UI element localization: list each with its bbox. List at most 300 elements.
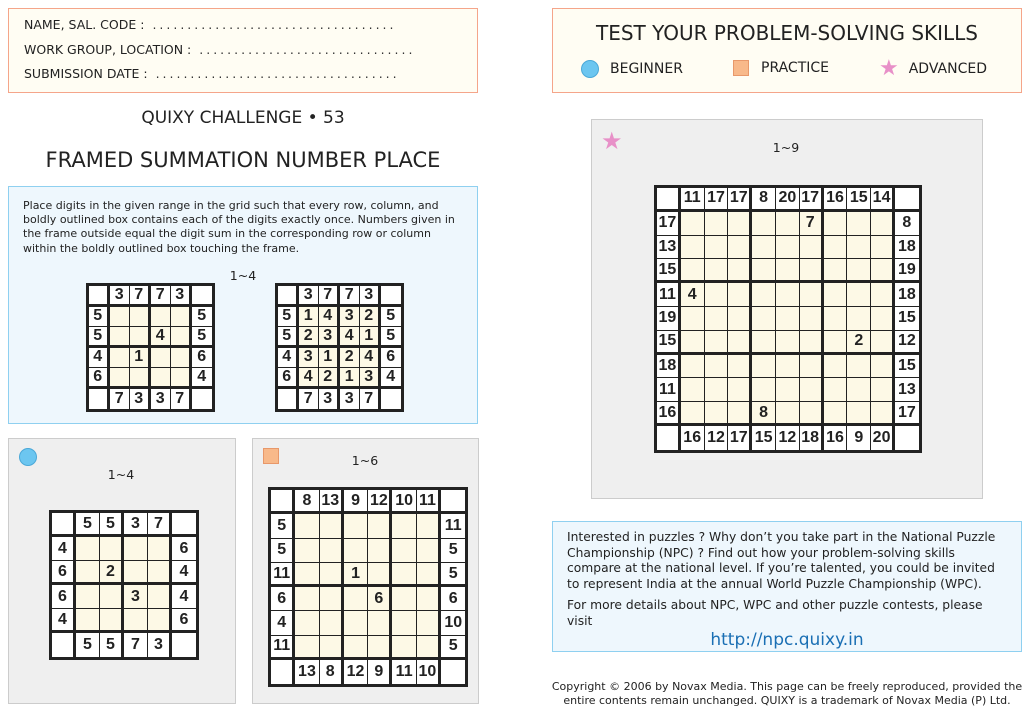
bottom-clue: 9 — [368, 660, 392, 684]
grid-cell[interactable] — [392, 514, 416, 538]
circle-icon — [19, 448, 37, 466]
top-clue: 20 — [776, 188, 800, 212]
grid-cell[interactable] — [705, 236, 729, 260]
given-digit: 1 — [340, 368, 361, 389]
grid-cell[interactable] — [110, 348, 131, 369]
grid-cell[interactable] — [752, 212, 776, 236]
top-clue: 3 — [124, 513, 148, 537]
grid-cell[interactable] — [752, 236, 776, 260]
grid-cell[interactable] — [368, 514, 392, 538]
grid-cell[interactable] — [151, 348, 172, 369]
given-digit: 2 — [340, 348, 361, 369]
top-clue: 5 — [100, 513, 124, 537]
advanced-label: ADVANCED — [908, 61, 987, 77]
right-clue: 4 — [381, 368, 402, 389]
bottom-clue: 11 — [392, 660, 416, 684]
grid-cell[interactable] — [344, 514, 368, 538]
bottom-clue: 3 — [148, 633, 172, 657]
practice-label: PRACTICE — [761, 60, 830, 76]
grid-cell[interactable] — [776, 212, 800, 236]
grid-cell[interactable] — [728, 402, 752, 426]
left-clue: 18 — [657, 355, 681, 379]
given-digit: 4 — [299, 368, 320, 389]
corner-cell — [192, 389, 213, 410]
grid-cell[interactable] — [681, 307, 705, 331]
grid-cell[interactable] — [151, 368, 172, 389]
grid-cell[interactable] — [705, 307, 729, 331]
grid-cell[interactable] — [800, 283, 824, 307]
given-digit: 1 — [360, 327, 381, 348]
given-digit: 2 — [100, 561, 124, 585]
grid-cell[interactable] — [295, 611, 319, 635]
grid-cell[interactable] — [728, 378, 752, 402]
top-clue: 14 — [871, 188, 895, 212]
grid-cell[interactable] — [417, 514, 441, 538]
grid-cell[interactable] — [776, 378, 800, 402]
grid-cell[interactable] — [130, 327, 151, 348]
submission-form — [8, 8, 478, 93]
left-clue: 4 — [52, 609, 76, 633]
top-clue: 7 — [148, 513, 172, 537]
grid-cell[interactable] — [824, 307, 848, 331]
left-clue: 11 — [271, 563, 295, 587]
grid-cell[interactable] — [171, 348, 192, 369]
grid-cell[interactable] — [392, 563, 416, 587]
given-digit: 3 — [360, 368, 381, 389]
grid-cell[interactable] — [681, 259, 705, 283]
grid-cell[interactable] — [824, 236, 848, 260]
corner-cell — [172, 513, 196, 537]
given-digit: 8 — [752, 402, 776, 426]
grid-cell[interactable] — [417, 539, 441, 563]
grid-cell[interactable] — [871, 378, 895, 402]
grid-cell[interactable] — [752, 378, 776, 402]
star-icon: ★ — [879, 56, 899, 81]
bottom-clue: 7 — [360, 389, 381, 410]
right-clue: 12 — [895, 331, 919, 355]
corner-cell — [271, 660, 295, 684]
copyright — [548, 680, 1026, 708]
bottom-clue: 8 — [320, 660, 344, 684]
left-clue: 19 — [657, 307, 681, 331]
grid-cell[interactable] — [705, 355, 729, 379]
right-clue: 6 — [172, 537, 196, 561]
grid-cell[interactable] — [681, 402, 705, 426]
grid-cell[interactable] — [368, 563, 392, 587]
grid-cell[interactable] — [800, 355, 824, 379]
grid-cell[interactable] — [320, 563, 344, 587]
grid-cell[interactable] — [776, 331, 800, 355]
grid-cell[interactable] — [392, 636, 416, 660]
given-digit: 7 — [800, 212, 824, 236]
grid-cell[interactable] — [847, 212, 871, 236]
corner-cell — [441, 660, 465, 684]
grid-cell[interactable] — [705, 259, 729, 283]
grid-cell[interactable] — [871, 259, 895, 283]
grid-cell[interactable] — [847, 355, 871, 379]
right-clue: 5 — [381, 307, 402, 328]
right-clue: 13 — [895, 378, 919, 402]
bottom-clue: 5 — [100, 633, 124, 657]
top-clue: 3 — [110, 286, 131, 307]
grid-cell[interactable] — [705, 378, 729, 402]
advanced-grid — [654, 185, 922, 453]
bottom-clue: 3 — [151, 389, 172, 410]
bottom-clue: 7 — [171, 389, 192, 410]
grid-cell[interactable] — [871, 307, 895, 331]
corner-cell — [895, 188, 919, 212]
bottom-clue: 7 — [299, 389, 320, 410]
bottom-clue: 3 — [319, 389, 340, 410]
given-digit: 4 — [681, 283, 705, 307]
grid-cell[interactable] — [417, 611, 441, 635]
left-clue: 6 — [52, 585, 76, 609]
grid-cell[interactable] — [847, 283, 871, 307]
info-box — [552, 521, 1022, 652]
bottom-clue: 15 — [752, 426, 776, 450]
grid-cell[interactable] — [824, 212, 848, 236]
grid-cell[interactable] — [100, 537, 124, 561]
corner-cell — [192, 286, 213, 307]
name-label: NAME, SAL. CODE : — [24, 17, 145, 32]
grid-cell[interactable] — [295, 587, 319, 611]
bottom-clue: 7 — [110, 389, 131, 410]
grid-cell[interactable] — [344, 587, 368, 611]
right-clue: 6 — [441, 587, 465, 611]
work-field[interactable]: ............................... — [199, 41, 416, 57]
grid-cell[interactable] — [800, 402, 824, 426]
right-clue: 4 — [172, 585, 196, 609]
right-clue: 18 — [895, 236, 919, 260]
grid-cell[interactable] — [320, 636, 344, 660]
grid-cell[interactable] — [76, 537, 100, 561]
top-clue: 16 — [824, 188, 848, 212]
top-clue: 5 — [76, 513, 100, 537]
grid-cell[interactable] — [320, 587, 344, 611]
grid-cell[interactable] — [776, 259, 800, 283]
right-clue: 4 — [192, 368, 213, 389]
grid-cell[interactable] — [320, 539, 344, 563]
left-clue: 6 — [278, 368, 299, 389]
left-clue: 15 — [657, 331, 681, 355]
grid-cell[interactable] — [728, 355, 752, 379]
grid-cell[interactable] — [417, 636, 441, 660]
challenge-title: QUIXY CHALLENGE • 53 — [141, 108, 345, 128]
grid-cell[interactable] — [100, 609, 124, 633]
grid-cell[interactable] — [681, 212, 705, 236]
top-clue: 11 — [417, 490, 441, 514]
grid-cell[interactable] — [295, 563, 319, 587]
grid-cell[interactable] — [871, 355, 895, 379]
grid-cell[interactable] — [752, 283, 776, 307]
right-clue: 15 — [895, 307, 919, 331]
top-clue: 15 — [847, 188, 871, 212]
left-clue: 11 — [271, 636, 295, 660]
example-grid — [86, 283, 215, 412]
grid-cell[interactable] — [728, 307, 752, 331]
grid-cell[interactable] — [800, 259, 824, 283]
corner-cell — [278, 389, 299, 410]
grid-cell[interactable] — [148, 609, 172, 633]
top-clue: 7 — [319, 286, 340, 307]
top-clue: 17 — [728, 188, 752, 212]
left-clue: 5 — [278, 327, 299, 348]
grid-cell[interactable] — [824, 331, 848, 355]
top-clue: 9 — [344, 490, 368, 514]
grid-cell[interactable] — [110, 368, 131, 389]
left-clue: 4 — [52, 537, 76, 561]
left-clue: 4 — [278, 348, 299, 369]
bottom-clue: 16 — [824, 426, 848, 450]
grid-cell[interactable] — [752, 331, 776, 355]
grid-cell[interactable] — [800, 236, 824, 260]
right-clue: 6 — [192, 348, 213, 369]
left-clue: 5 — [89, 307, 110, 328]
grid-cell[interactable] — [824, 355, 848, 379]
left-clue: 5 — [278, 307, 299, 328]
grid-cell[interactable] — [776, 355, 800, 379]
given-digit: 2 — [299, 327, 320, 348]
corner-cell — [381, 286, 402, 307]
grid-cell[interactable] — [124, 537, 148, 561]
grid-cell[interactable] — [295, 539, 319, 563]
grid-cell[interactable] — [681, 378, 705, 402]
grid-cell[interactable] — [320, 514, 344, 538]
beginner-grid — [49, 510, 199, 660]
grid-cell[interactable] — [171, 368, 192, 389]
grid-cell[interactable] — [320, 611, 344, 635]
grid-cell[interactable] — [728, 331, 752, 355]
grid-cell[interactable] — [417, 563, 441, 587]
grid-cell[interactable] — [344, 636, 368, 660]
given-digit: 3 — [319, 327, 340, 348]
grid-cell[interactable] — [728, 259, 752, 283]
grid-cell[interactable] — [124, 561, 148, 585]
grid-cell[interactable] — [847, 402, 871, 426]
bottom-clue: 12 — [344, 660, 368, 684]
corner-cell — [52, 513, 76, 537]
grid-cell[interactable] — [681, 355, 705, 379]
name-field[interactable]: ................................... — [152, 17, 397, 32]
given-digit: 3 — [299, 348, 320, 369]
grid-cell[interactable] — [776, 402, 800, 426]
grid-cell[interactable] — [752, 307, 776, 331]
top-clue: 7 — [130, 286, 151, 307]
corner-cell — [657, 188, 681, 212]
grid-cell[interactable] — [76, 585, 100, 609]
date-field[interactable]: ................................... — [155, 66, 400, 81]
instructions-box — [8, 186, 478, 424]
grid-cell[interactable] — [171, 327, 192, 348]
grid-cell[interactable] — [800, 331, 824, 355]
grid-cell[interactable] — [847, 378, 871, 402]
grid-cell[interactable] — [110, 327, 131, 348]
grid-cell[interactable] — [705, 283, 729, 307]
right-clue: 5 — [381, 327, 402, 348]
right-clue: 11 — [441, 514, 465, 538]
top-clue: 8 — [295, 490, 319, 514]
bottom-clue: 20 — [871, 426, 895, 450]
grid-cell[interactable] — [148, 561, 172, 585]
top-clue: 17 — [705, 188, 729, 212]
bottom-clue: 16 — [681, 426, 705, 450]
grid-cell[interactable] — [728, 236, 752, 260]
top-clue: 3 — [299, 286, 320, 307]
bottom-clue: 12 — [776, 426, 800, 450]
grid-cell[interactable] — [847, 236, 871, 260]
right-clue: 8 — [895, 212, 919, 236]
right-clue: 6 — [172, 609, 196, 633]
corner-cell — [52, 633, 76, 657]
corner-cell — [89, 389, 110, 410]
grid-cell[interactable] — [824, 283, 848, 307]
grid-cell[interactable] — [728, 283, 752, 307]
grid-cell[interactable] — [871, 283, 895, 307]
grid-cell[interactable] — [705, 212, 729, 236]
grid-cell[interactable] — [368, 539, 392, 563]
given-digit: 1 — [299, 307, 320, 328]
left-clue: 4 — [271, 611, 295, 635]
given-digit: 4 — [151, 327, 172, 348]
given-digit: 2 — [319, 368, 340, 389]
work-label: WORK GROUP, LOCATION : — [24, 41, 192, 57]
left-clue: 16 — [657, 402, 681, 426]
right-clue: 19 — [895, 259, 919, 283]
given-digit: 3 — [340, 307, 361, 328]
grid-cell[interactable] — [344, 611, 368, 635]
left-clue: 5 — [271, 539, 295, 563]
corner-cell — [278, 286, 299, 307]
grid-cell[interactable] — [76, 609, 100, 633]
grid-cell[interactable] — [800, 378, 824, 402]
grid-cell[interactable] — [824, 402, 848, 426]
right-clue: 5 — [192, 327, 213, 348]
left-clue: 11 — [657, 378, 681, 402]
grid-cell[interactable] — [705, 331, 729, 355]
left-clue: 6 — [89, 368, 110, 389]
top-clue: 12 — [368, 490, 392, 514]
grid-cell[interactable] — [871, 236, 895, 260]
grid-cell[interactable] — [368, 636, 392, 660]
grid-cell[interactable] — [124, 609, 148, 633]
grid-cell[interactable] — [151, 307, 172, 328]
grid-cell[interactable] — [776, 307, 800, 331]
right-clue: 6 — [381, 348, 402, 369]
top-clue: 7 — [151, 286, 172, 307]
corner-cell — [89, 286, 110, 307]
grid-cell[interactable] — [344, 539, 368, 563]
bottom-clue: 3 — [340, 389, 361, 410]
bottom-clue: 10 — [417, 660, 441, 684]
corner-cell — [381, 389, 402, 410]
square-icon — [733, 60, 749, 76]
grid-cell[interactable] — [824, 259, 848, 283]
grid-cell[interactable] — [392, 539, 416, 563]
right-clue: 5 — [441, 636, 465, 660]
grid-cell[interactable] — [681, 331, 705, 355]
grid-cell[interactable] — [752, 259, 776, 283]
grid-cell[interactable] — [776, 236, 800, 260]
given-digit: 4 — [319, 307, 340, 328]
top-clue: 13 — [320, 490, 344, 514]
given-digit: 2 — [360, 307, 381, 328]
bottom-clue: 7 — [124, 633, 148, 657]
corner-cell — [441, 490, 465, 514]
given-digit: 1 — [344, 563, 368, 587]
grid-cell[interactable] — [705, 402, 729, 426]
grid-cell[interactable] — [295, 514, 319, 538]
grid-cell[interactable] — [295, 636, 319, 660]
grid-cell[interactable] — [100, 585, 124, 609]
npc-link[interactable]: http://npc.quixy.in — [710, 630, 864, 650]
date-label: SUBMISSION DATE : — [24, 66, 148, 81]
given-digit: 6 — [368, 587, 392, 611]
grid-cell[interactable] — [368, 611, 392, 635]
grid-cell[interactable] — [171, 307, 192, 328]
left-clue: 11 — [657, 283, 681, 307]
left-clue: 5 — [89, 327, 110, 348]
grid-cell[interactable] — [752, 355, 776, 379]
grid-cell[interactable] — [847, 259, 871, 283]
solution-grid — [275, 283, 404, 412]
grid-cell[interactable] — [871, 212, 895, 236]
bottom-clue: 18 — [800, 426, 824, 450]
grid-cell[interactable] — [417, 587, 441, 611]
corner-cell — [657, 426, 681, 450]
info-more: For more details about NPC, WPC and other puzzle contests, please visit — [567, 598, 983, 628]
left-clue: 4 — [89, 348, 110, 369]
bottom-clue: 3 — [130, 389, 151, 410]
given-digit: 1 — [319, 348, 340, 369]
grid-cell[interactable] — [871, 331, 895, 355]
corner-cell — [172, 633, 196, 657]
top-clue: 7 — [340, 286, 361, 307]
practice-grid — [268, 487, 468, 687]
right-clue: 4 — [172, 561, 196, 585]
top-clue: 11 — [681, 188, 705, 212]
bottom-clue: 5 — [76, 633, 100, 657]
left-clue: 6 — [52, 561, 76, 585]
grid-cell[interactable] — [728, 212, 752, 236]
instructions-text: Place digits in the given range in the grid such that every row, column, and boldly outlined box contains each of the digits exactly once. Numbers given in the frame outside equal the digit sum in the corresponding row or column within the boldly outlined box touching the frame. — [23, 199, 455, 255]
grid-cell[interactable] — [148, 537, 172, 561]
grid-cell[interactable] — [392, 611, 416, 635]
grid-cell[interactable] — [130, 307, 151, 328]
left-clue: 13 — [657, 236, 681, 260]
grid-cell[interactable] — [847, 307, 871, 331]
advanced-range: 1~9 — [772, 140, 800, 155]
grid-cell[interactable] — [824, 378, 848, 402]
given-digit: 4 — [340, 327, 361, 348]
right-clue: 15 — [895, 355, 919, 379]
grid-cell[interactable] — [130, 368, 151, 389]
top-clue: 10 — [392, 490, 416, 514]
star-icon: ★ — [601, 127, 623, 155]
grid-cell[interactable] — [681, 236, 705, 260]
grid-cell[interactable] — [776, 283, 800, 307]
skills-title: TEST YOUR PROBLEM-SOLVING SKILLS — [595, 21, 979, 45]
grid-cell[interactable] — [871, 402, 895, 426]
grid-cell[interactable] — [392, 587, 416, 611]
circle-icon — [581, 60, 599, 78]
grid-cell[interactable] — [148, 585, 172, 609]
left-clue: 5 — [271, 514, 295, 538]
grid-cell[interactable] — [110, 307, 131, 328]
right-clue: 17 — [895, 402, 919, 426]
grid-cell[interactable] — [800, 307, 824, 331]
puzzle-title: FRAMED SUMMATION NUMBER PLACE — [45, 148, 441, 172]
grid-cell[interactable] — [76, 561, 100, 585]
